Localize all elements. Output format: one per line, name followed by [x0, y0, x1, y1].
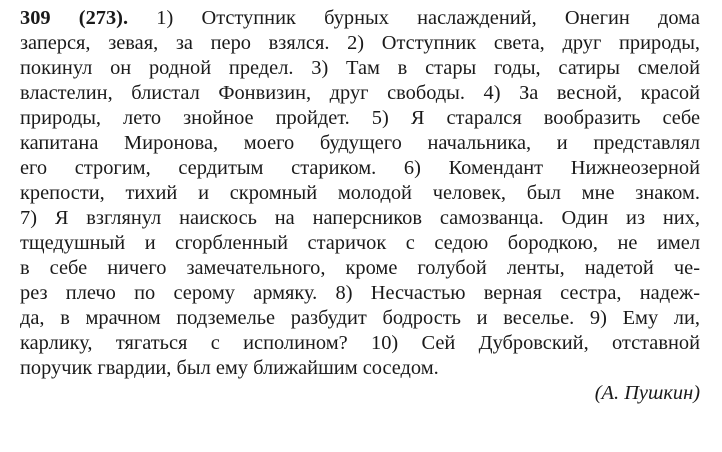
text-line-3: покинул он родной предел. 3) Там в стары годы, сатиры смелой	[20, 57, 700, 79]
text-line-11: в себе ничего замечательного, кроме голубой ленты, надетой че-	[20, 257, 700, 279]
text-line-1-body: 1) Отступник бурных наслаждений, Онегин дома	[156, 7, 700, 29]
text-line-8: крепости, тихий и скромный молодой человек, был мне знаком.	[20, 182, 700, 204]
text-line-12: рез плечо по серому армяку. 8) Несчастью верная сестра, надеж-	[20, 282, 700, 304]
text-line-10: тщедушный и сгорбленный старичок с седою бородкою, не имел	[20, 232, 700, 254]
exercise-text-block	[20, 6, 700, 406]
text-line-9: 7) Я взглянул наискось на наперсников самозванца. Один из них,	[20, 207, 700, 229]
text-line-7: его строгим, сердитым стариком. 6) Комендант Нижнеозерной	[20, 157, 700, 179]
text-line-15: поручик гвардии, был ему ближайшим соседом.	[20, 357, 439, 379]
text-line-4: властелин, блистал Фонвизин, друг свободы. 4) За весной, красой	[20, 82, 700, 104]
text-line-14: карлику, тягаться с исполином? 10) Сей Дубровский, отставной	[20, 332, 700, 354]
text-line-2: заперся, зевая, за перо взялся. 2) Отступник света, друг природы,	[20, 32, 700, 54]
text-line-13: да, в мрачном подземелье разбудит бодрость и веселье. 9) Ему ли,	[20, 307, 700, 329]
text-line-1	[20, 6, 700, 31]
exercise-number: 309 (273).	[20, 7, 129, 29]
text-line-5: природы, лето знойное пройдет. 5) Я старался вообразить себе	[20, 107, 700, 129]
author-attribution: (А. Пушкин)	[594, 382, 700, 404]
text-line-6: капитана Миронова, моего будущего начальника, и представлял	[20, 132, 700, 154]
